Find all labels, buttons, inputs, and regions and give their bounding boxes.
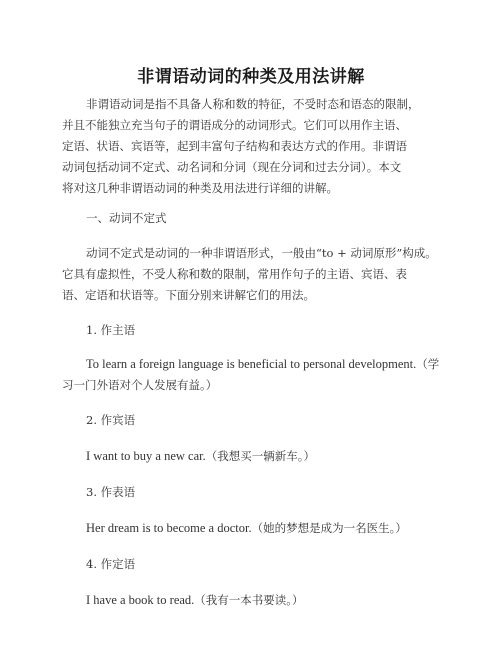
item-label: 3. 作表语	[86, 485, 136, 499]
intro-paragraph	[62, 94, 462, 199]
example-object	[86, 446, 315, 467]
example-chinese-continued: 习一门外语对个人发展有益。）	[62, 378, 218, 392]
intro-line: 动词包括动词不定式、动名词和分词（现在分词和过去分词）。本文	[62, 160, 402, 174]
example-attributive	[86, 590, 304, 611]
description-line: 动词不定式是动词的一种非谓语形式，一般由“to + 动词原形”构成。	[86, 246, 437, 260]
example-chinese: （我有一本书要读。）	[194, 593, 304, 607]
intro-line: 定语、状语、宾语等，起到丰富句子结构和表达方式的作用。非谓语	[62, 139, 407, 153]
example-subject	[62, 354, 462, 396]
page-title: 非谓语动词的种类及用法讲解	[137, 67, 365, 87]
section-heading: 一、动词不定式	[86, 211, 167, 225]
example-chinese: （学	[416, 357, 440, 371]
description-line: 它具有虚拟性，不受人称和数的限制，常用作句子的主语、宾语、表	[62, 267, 407, 281]
example-english: To learn a foreign language is beneficial to personal development.	[86, 357, 417, 371]
intro-line: 将对这几种非谓语动词的种类及用法进行详细的讲解。	[62, 181, 338, 195]
example-english: I want to buy a new car.	[86, 449, 206, 463]
item-label: 2. 作宾语	[86, 413, 136, 427]
item-label: 4. 作定语	[86, 557, 136, 571]
intro-line: 并且不能独立充当句子的谓语成分的动词形式。它们可以用作主语、	[62, 118, 407, 132]
intro-line: 非谓语动词是指不具备人称和数的特征，不受时态和语态的限制，	[86, 97, 420, 111]
section-description	[62, 243, 462, 306]
description-line: 语、定语和状语等。下面分别来讲解它们的用法。	[62, 288, 315, 302]
example-predicative	[86, 518, 407, 539]
example-english: I have a book to read.	[86, 593, 195, 607]
example-chinese: （我想买一辆新车。）	[205, 449, 316, 463]
example-chinese: （她的梦想是成为一名医生。）	[251, 521, 407, 535]
item-label: 1. 作主语	[86, 323, 136, 337]
example-english: Her dream is to become a doctor.	[86, 521, 252, 535]
example-line	[62, 354, 462, 375]
